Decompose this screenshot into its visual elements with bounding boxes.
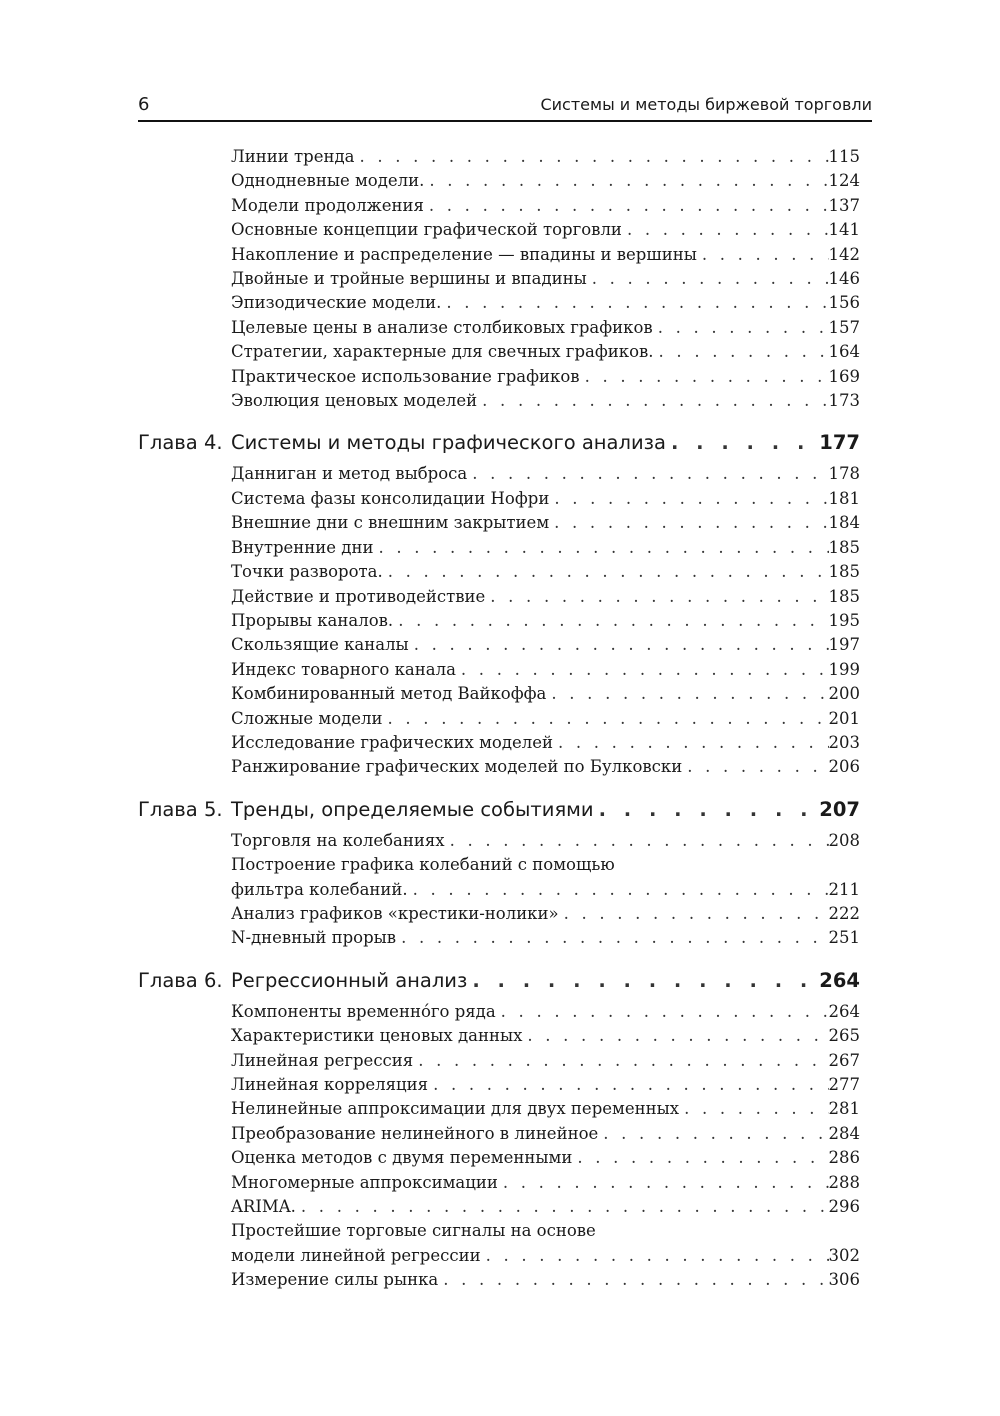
toc-entry[interactable] xyxy=(231,267,860,291)
chapter-label: Глава 4. xyxy=(138,431,223,455)
toc-entry-page: 137 xyxy=(828,195,860,215)
dot-leader xyxy=(496,1000,829,1024)
dot-leader xyxy=(383,560,829,584)
toc-entry[interactable] xyxy=(231,1171,860,1195)
dot-leader xyxy=(679,1097,828,1121)
dot-leader xyxy=(296,1195,829,1219)
toc-entry[interactable] xyxy=(231,389,860,413)
toc-entry[interactable] xyxy=(231,365,860,389)
toc-entry-page: 141 xyxy=(828,220,860,240)
toc-entry-title: Анализ графиков «крестики-нолики» xyxy=(231,903,559,923)
dot-leader xyxy=(522,1024,828,1048)
dot-leader xyxy=(549,487,828,511)
toc-entry-title: Характеристики ценовых данных xyxy=(231,1026,523,1046)
dot-leader xyxy=(424,194,829,218)
toc-entry-page: 115 xyxy=(828,147,860,166)
toc-entry-title: Система фазы консолидации Нофри xyxy=(231,488,550,508)
toc-entry-title: Основные концепции графической торговли xyxy=(231,220,622,240)
toc-entry[interactable] xyxy=(231,291,860,315)
toc-entry-page: 169 xyxy=(828,366,860,386)
toc-entry-page: 284 xyxy=(828,1123,860,1143)
toc-entry-title: Действие и противодействие xyxy=(231,586,486,606)
toc-entry-title: N-дневный прорыв xyxy=(231,928,397,948)
toc-entry-page: 200 xyxy=(828,684,860,704)
toc-entry-title: Однодневные модели. xyxy=(231,171,425,191)
dot-leader xyxy=(580,365,829,389)
toc-entry-page: 203 xyxy=(828,732,860,752)
toc-entry[interactable] xyxy=(231,316,860,340)
toc-entry-title: Исследование графических моделей xyxy=(231,732,554,752)
toc-entry[interactable] xyxy=(231,1024,860,1048)
toc-entry-title: Практическое использование графиков xyxy=(231,366,580,386)
toc-entry-title: Нелинейные аппроксимации для двух переменных xyxy=(231,1099,680,1119)
toc-entry-title: Двойные и тройные вершины и впадины xyxy=(231,269,587,289)
toc-entry[interactable] xyxy=(231,731,860,755)
toc-entry[interactable] xyxy=(231,707,860,731)
toc-entry[interactable] xyxy=(231,243,860,267)
dot-leader xyxy=(396,926,828,950)
chapter-heading-6[interactable] xyxy=(138,966,860,996)
toc-entry[interactable] xyxy=(231,340,860,364)
toc-entry-page: 197 xyxy=(828,635,860,655)
toc-entry-page: 251 xyxy=(828,928,860,948)
table-of-contents xyxy=(0,145,1000,1293)
toc-entry-title: Комбинированный метод Вайкоффа xyxy=(231,684,547,704)
toc-entry[interactable] xyxy=(231,145,860,169)
toc-entry[interactable] xyxy=(231,194,860,218)
toc-entry-page: 201 xyxy=(828,708,860,728)
toc-entry-title: Измерение силы рынка xyxy=(231,1270,439,1290)
toc-entry-page: 277 xyxy=(828,1075,860,1094)
toc-entry-page: 267 xyxy=(828,1050,860,1070)
toc-entry-page: 264 xyxy=(828,1001,860,1021)
toc-entry-title: Эволюция ценовых моделей xyxy=(231,391,478,411)
chapter-title: Тренды, определяемые событиями xyxy=(231,797,594,821)
chapter-title: Системы и методы графического анализа xyxy=(231,431,666,455)
toc-entry-page: 178 xyxy=(828,464,860,484)
toc-entry-page: 281 xyxy=(828,1099,860,1119)
dot-leader xyxy=(546,682,828,706)
toc-entry[interactable] xyxy=(231,853,860,902)
dot-leader xyxy=(413,1049,828,1073)
toc-entry-page: 185 xyxy=(828,562,860,582)
dot-leader xyxy=(622,218,829,242)
toc-entry[interactable] xyxy=(231,682,860,706)
toc-entry-title: Целевые цены в анализе столбиковых графиков xyxy=(231,317,653,337)
chapter-heading-5[interactable] xyxy=(138,795,860,825)
dot-leader xyxy=(438,1268,828,1292)
toc-entry-title: Внешние дни с внешним закрытием xyxy=(231,513,550,533)
toc-entry-title: Преобразование нелинейного в линейное xyxy=(231,1123,599,1143)
toc-entry-page: 142 xyxy=(828,244,860,264)
toc-entry-page: 206 xyxy=(828,757,860,777)
dot-leader xyxy=(697,243,829,267)
toc-entry-title: Накопление и распределение — впадины и вершины xyxy=(231,244,697,264)
toc-entry-page: 181 xyxy=(828,488,860,508)
dot-leader xyxy=(598,1122,828,1146)
dot-leader xyxy=(456,658,829,682)
chapter-label: Глава 5. xyxy=(138,797,223,821)
chapter-page: 264 xyxy=(819,968,860,992)
page-number: 6 xyxy=(138,94,150,115)
toc-entry[interactable] xyxy=(231,1146,860,1170)
toc-entry-page: 288 xyxy=(828,1172,860,1192)
dot-leader xyxy=(572,1146,828,1170)
toc-entry-title: Линейная регрессия xyxy=(231,1050,414,1070)
dot-leader xyxy=(393,609,828,633)
toc-entry-page: 265 xyxy=(828,1026,860,1046)
toc-entry[interactable] xyxy=(231,926,860,950)
toc-entry[interactable] xyxy=(231,585,860,609)
dot-leader xyxy=(445,829,829,853)
dot-leader xyxy=(409,633,829,657)
toc-entry[interactable] xyxy=(231,633,860,657)
dot-leader xyxy=(408,878,829,902)
toc-entry[interactable] xyxy=(231,560,860,584)
toc-entry[interactable] xyxy=(231,462,860,486)
chapter-label: Глава 6. xyxy=(138,968,223,992)
toc-entry-page: 164 xyxy=(828,342,860,362)
dot-leader xyxy=(666,428,819,458)
toc-entry[interactable] xyxy=(231,658,860,682)
toc-entry-page: 302 xyxy=(828,1245,860,1265)
toc-entry-title: Прорывы каналов. xyxy=(231,610,394,630)
toc-entry[interactable] xyxy=(231,536,860,560)
dot-leader xyxy=(467,462,828,486)
dot-leader xyxy=(559,902,829,926)
toc-entry-title: Эпизодические модели. xyxy=(231,293,442,313)
toc-entry-page: 195 xyxy=(828,610,860,630)
toc-entry[interactable] xyxy=(231,1097,860,1121)
dot-leader xyxy=(594,795,820,825)
toc-entry[interactable] xyxy=(231,1049,860,1073)
toc-entry-page: 157 xyxy=(828,317,860,337)
dot-leader xyxy=(553,731,828,755)
toc-entry-page: 199 xyxy=(828,659,860,679)
dot-leader xyxy=(654,340,829,364)
dot-leader xyxy=(485,585,828,609)
dot-leader xyxy=(498,1171,829,1195)
toc-entry[interactable] xyxy=(231,511,860,535)
toc-entry-title: ARIMA. xyxy=(231,1197,296,1217)
toc-entry-page: 173 xyxy=(828,391,860,411)
toc-entry-title: Линии тренда xyxy=(231,147,355,166)
toc-entry-page: 146 xyxy=(828,269,860,289)
toc-entry-page: 211 xyxy=(828,879,860,899)
dot-leader xyxy=(441,291,828,315)
toc-entry[interactable] xyxy=(231,1219,860,1268)
dot-leader xyxy=(653,316,829,340)
toc-entry-page: 124 xyxy=(828,171,860,191)
toc-entry-title: модели линейной регрессии xyxy=(231,1245,481,1265)
dot-leader xyxy=(549,511,828,535)
toc-entry[interactable] xyxy=(231,755,860,779)
toc-entry-title: Скользящие каналы xyxy=(231,635,409,655)
dot-leader xyxy=(682,755,828,779)
toc-entry-page: 296 xyxy=(828,1197,860,1217)
toc-entry-page: 286 xyxy=(828,1148,860,1168)
toc-entry[interactable] xyxy=(231,1073,860,1097)
chapter-heading-4[interactable] xyxy=(138,428,860,458)
chapter-page: 177 xyxy=(819,431,860,455)
dot-leader xyxy=(424,169,828,193)
toc-entry[interactable] xyxy=(231,829,860,853)
toc-entry-page: 184 xyxy=(828,513,860,533)
dot-leader xyxy=(467,966,819,996)
toc-entry-title: Сложные модели xyxy=(231,708,383,728)
toc-entry-title: Модели продолжения xyxy=(231,195,424,215)
toc-entry-page: 156 xyxy=(828,293,860,313)
toc-entry[interactable] xyxy=(231,1195,860,1219)
dot-leader xyxy=(587,267,829,291)
toc-entry[interactable] xyxy=(231,1268,860,1292)
chapter-page: 207 xyxy=(819,797,860,821)
toc-entry-title: Индекс товарного канала xyxy=(231,659,456,679)
toc-entry[interactable] xyxy=(231,487,860,511)
toc-entry[interactable] xyxy=(231,1122,860,1146)
toc-entry-title: Внутренние дни xyxy=(231,537,374,557)
toc-entry-title-line1: Простейшие торговые сигналы на основе xyxy=(231,1221,596,1241)
toc-entry-title: Стратегии, характерные для свечных графиков. xyxy=(231,342,654,362)
toc-entry-title: Многомерные аппроксимации xyxy=(231,1172,498,1192)
toc-entry[interactable] xyxy=(231,902,860,926)
toc-entry[interactable] xyxy=(231,218,860,242)
toc-entry-page: 185 xyxy=(828,537,860,557)
toc-entry-page: 208 xyxy=(828,830,860,850)
dot-leader xyxy=(383,707,829,731)
toc-entry[interactable] xyxy=(231,169,860,193)
toc-entry-title-line1: Построение графика колебаний с помощью xyxy=(231,855,615,875)
toc-entry-title: Данниган и метод выброса xyxy=(231,464,468,484)
dot-leader xyxy=(354,145,828,169)
running-title: Системы и методы биржевой торговли xyxy=(540,95,872,114)
toc-entry[interactable] xyxy=(231,609,860,633)
toc-entry-title: Ранжирование графических моделей по Булковски xyxy=(231,757,683,777)
dot-leader xyxy=(481,1244,829,1268)
page-header xyxy=(138,92,872,122)
toc-entry-title: Торговля на колебаниях xyxy=(231,830,445,850)
chapter-title: Регрессионный анализ xyxy=(231,968,468,992)
dot-leader xyxy=(428,1073,828,1097)
toc-entry-title: Компоненты временно́го ряда xyxy=(231,1001,496,1021)
dot-leader xyxy=(477,389,828,413)
toc-entry-title: фильтра колебаний. xyxy=(231,879,408,899)
toc-entry-title: Точки разворота. xyxy=(231,562,383,582)
toc-entry[interactable] xyxy=(231,1000,860,1024)
toc-entry-title: Линейная корреляция xyxy=(231,1075,429,1094)
dot-leader xyxy=(373,536,828,560)
toc-entry-page: 185 xyxy=(828,586,860,606)
toc-entry-page: 222 xyxy=(828,903,860,923)
toc-entry-page: 306 xyxy=(828,1270,860,1290)
toc-entry-title: Оценка методов с двумя переменными xyxy=(231,1148,573,1168)
